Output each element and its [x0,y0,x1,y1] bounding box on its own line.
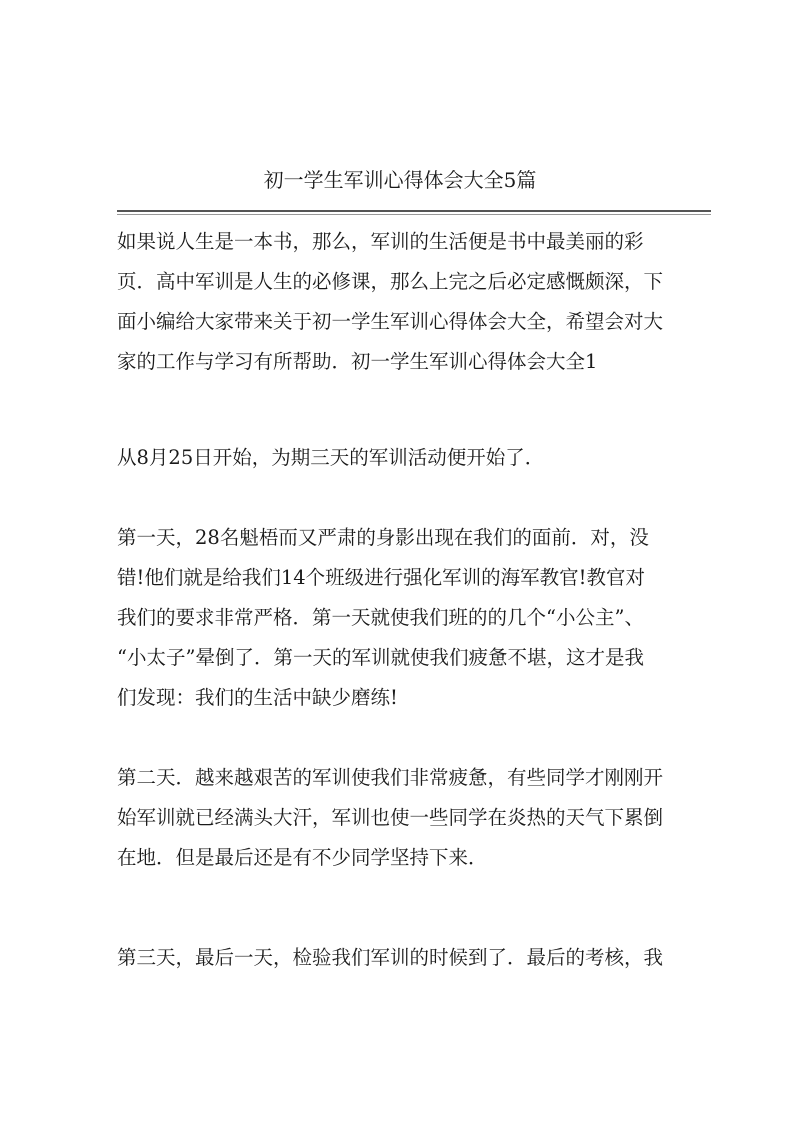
text-line: 们发现：我们的生活中缺少磨练! [117,686,398,709]
text-line: “小太子”晕倒了．第一天的军训就使我们疲惫不堪，这才是我 [117,646,644,669]
text-line: 第三天，最后一天，检验我们军训的时候到了．最后的考核，我 [117,946,664,969]
text-line: 如果说人生是一本书，那么，军训的生活便是书中最美丽的彩 [117,230,644,253]
paragraph-day-two [117,758,717,878]
text-line: 第二天．越来越艰苦的军训使我们非常疲惫，有些同学才刚刚开 [117,766,664,789]
paragraph-day-three [117,938,717,978]
text-line: 在地．但是最后还是有不少同学坚持下来． [117,846,488,869]
text-line: 面小编给大家带来关于初一学生军训心得体会大全，希望会对大 [117,310,664,333]
paragraph-day-one [117,518,717,718]
title-divider [117,210,711,215]
text-line: 从8月25日开始，为期三天的军训活动便开始了． [117,446,545,469]
paragraph-intro [117,222,717,382]
text-line: 页．高中军训是人生的必修课，那么上完之后必定感慨颇深，下 [117,270,664,293]
text-line: 第一天，28名魁梧而又严肃的身影出现在我们的面前．对，没 [117,526,649,549]
text-line: 我们的要求非常严格．第一天就使我们班的的几个“小公主”、 [117,606,644,629]
text-line: 始军训就已经满头大汗，军训也使一些同学在炎热的天气下累倒 [117,806,664,829]
paragraph-start-date [117,438,717,478]
text-line: 家的工作与学习有所帮助．初一学生军训心得体会大全1 [117,350,598,373]
text-line: 错!他们就是给我们14个班级进行强化军训的海军教官!教官对 [117,566,645,589]
document-title: 初一学生军训心得体会大全5篇 [263,168,537,192]
